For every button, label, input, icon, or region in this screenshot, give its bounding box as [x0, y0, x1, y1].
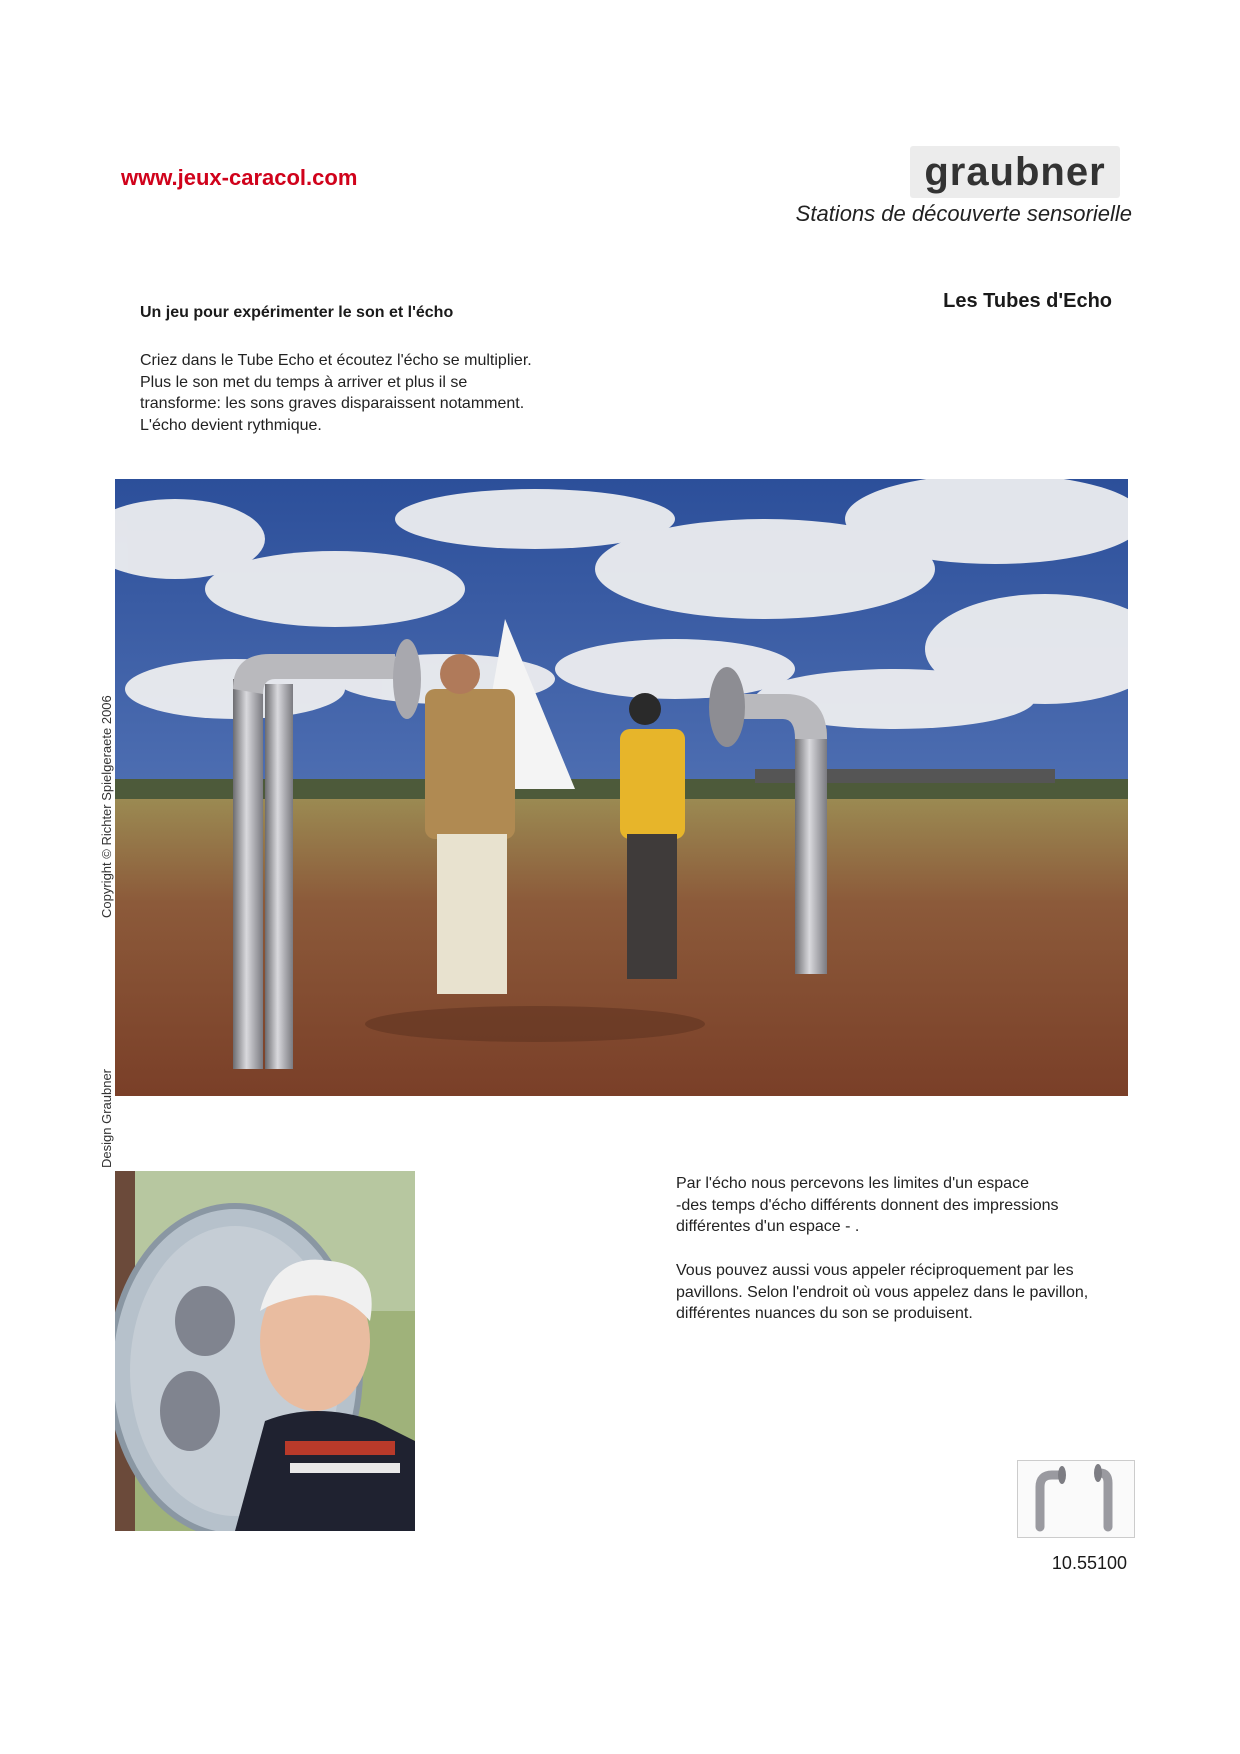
tagline: Stations de découverte sensorielle	[795, 201, 1132, 226]
intro-text	[140, 350, 610, 436]
intro-line: Criez dans le Tube Echo et écoutez l'écho se multiplier.	[140, 352, 532, 369]
description-block-2	[676, 1260, 1146, 1325]
main-photo-illustration	[115, 479, 1128, 1096]
description-line: Vous pouvez aussi vous appeler réciproquement par les	[676, 1262, 1074, 1279]
brand-logo: graubner	[910, 146, 1120, 198]
description-line: -des temps d'écho différents donnent des impressions	[676, 1196, 1059, 1214]
intro-line: transforme: les sons graves disparaissent notamment.	[140, 395, 525, 412]
main-photo	[115, 479, 1128, 1096]
intro-line: Plus le son met du temps à arriver et plus il se	[140, 373, 468, 391]
description-line: Par l'écho nous percevons les limites d'un espace	[676, 1175, 1029, 1192]
echo-tube-pictogram-icon	[1018, 1461, 1134, 1537]
description-line: différentes nuances du son se produisent.	[676, 1305, 973, 1322]
description-line: pavillons. Selon l'endroit où vous appelez dans le pavillon,	[676, 1283, 1089, 1301]
description-line: différentes d'un espace - .	[676, 1218, 860, 1235]
design-credit: Design Graubner	[99, 1069, 114, 1168]
article-number: 10.55100	[1051, 1553, 1127, 1573]
portrait-photo-illustration	[115, 1171, 415, 1531]
copyright-credit: Copyright © Richter Spielgeraete 2006	[99, 695, 114, 918]
portrait-photo	[115, 1171, 415, 1531]
product-subtitle: Un jeu pour expérimenter le son et l'écho	[140, 304, 454, 321]
product-title: Les Tubes d'Echo	[943, 290, 1112, 312]
intro-line: L'écho devient rythmique.	[140, 416, 322, 434]
website-link[interactable]: www.jeux-caracol.com	[121, 165, 358, 190]
product-thumbnail	[1017, 1460, 1135, 1538]
description-block-1	[676, 1173, 1146, 1238]
